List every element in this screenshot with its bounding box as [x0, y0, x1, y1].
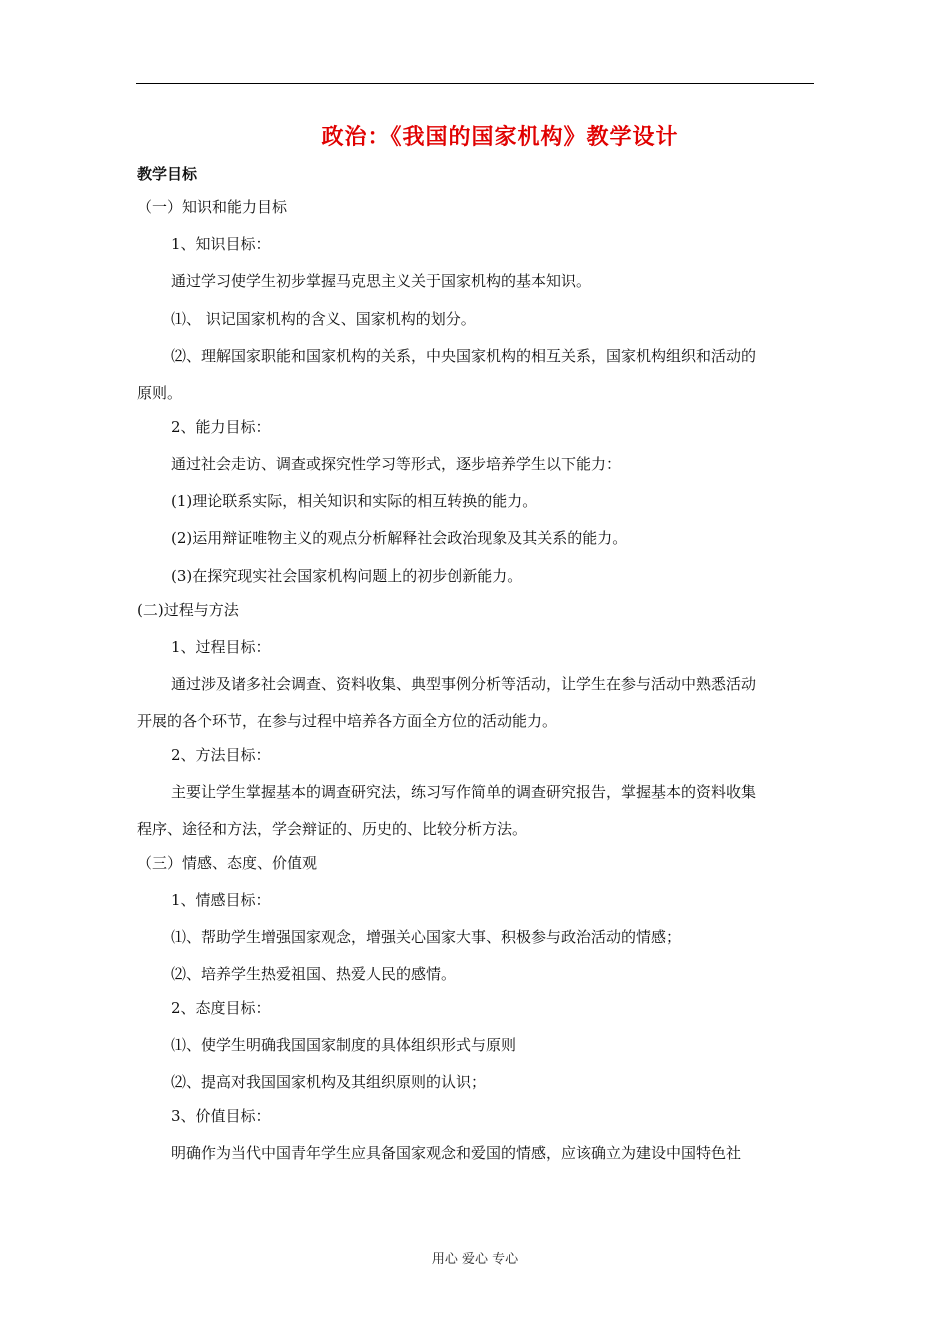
subsection-heading: (二)过程与方法	[137, 601, 239, 619]
item-heading: 2、能力目标：	[171, 418, 271, 436]
paragraph-line: 主要让学生掌握基本的调查研究法，练习写作简单的调查研究报告，掌握基本的资料收集	[171, 783, 757, 801]
header-rule	[136, 83, 814, 84]
item-heading: 3、价值目标：	[171, 1107, 271, 1125]
item-heading: 2、态度目标：	[171, 999, 271, 1017]
list-item: (3)在探究现实社会国家机构问题上的初步创新能力。	[171, 567, 523, 585]
document-title: 政治：《我国的国家机构》教学设计	[321, 125, 679, 150]
section-heading: 教学目标	[137, 165, 198, 183]
item-heading: 1、情感目标：	[171, 891, 271, 909]
list-item: (1)理论联系实际，相关知识和实际的相互转换的能力。	[171, 492, 538, 510]
paragraph-line: 原则。	[137, 384, 183, 402]
paragraph-line: 通过涉及诸多社会调查、资料收集、典型事例分析等活动，让学生在参与活动中熟悉活动	[171, 675, 757, 693]
paragraph-line: 通过学习使学生初步掌握马克思主义关于国家机构的基本知识。	[171, 272, 592, 290]
list-item: ⑵、提高对我国国家机构及其组织原则的认识；	[171, 1073, 487, 1091]
subsection-heading: （三）情感、态度、价值观	[137, 854, 318, 872]
item-heading: 2、方法目标：	[171, 746, 271, 764]
page-footer: 用心 爱心 专心	[431, 1252, 519, 1267]
list-item: ⑴、使学生明确我国国家制度的具体组织形式与原则	[171, 1036, 517, 1054]
item-heading: 1、过程目标：	[171, 638, 271, 656]
list-item: ⑵、培养学生热爱祖国、热爱人民的感情。	[171, 965, 457, 983]
item-heading: 1、知识目标：	[171, 235, 271, 253]
list-item: ⑴、帮助学生增强国家观念，增强关心国家大事、积极参与政治活动的情感；	[171, 928, 682, 946]
paragraph-line: 明确作为当代中国青年学生应具备国家观念和爱国的情感，应该确立为建设中国特色社	[171, 1144, 742, 1162]
paragraph-line: 通过社会走访、调查或探究性学习等形式，逐步培养学生以下能力：	[171, 455, 622, 473]
paragraph-line: 程序、途径和方法，学会辩证的、历史的、比较分析方法。	[137, 820, 528, 838]
list-item: ⑵、理解国家职能和国家机构的关系，中央国家机构的相互关系，国家机构组织和活动的	[171, 347, 757, 365]
subsection-heading: （一）知识和能力目标	[137, 198, 288, 216]
paragraph-line: 开展的各个环节，在参与过程中培养各方面全方位的活动能力。	[137, 712, 558, 730]
list-item: ⑴、 识记国家机构的含义、国家机构的划分。	[171, 310, 476, 328]
list-item: (2)运用辩证唯物主义的观点分析解释社会政治现象及其关系的能力。	[171, 529, 628, 547]
